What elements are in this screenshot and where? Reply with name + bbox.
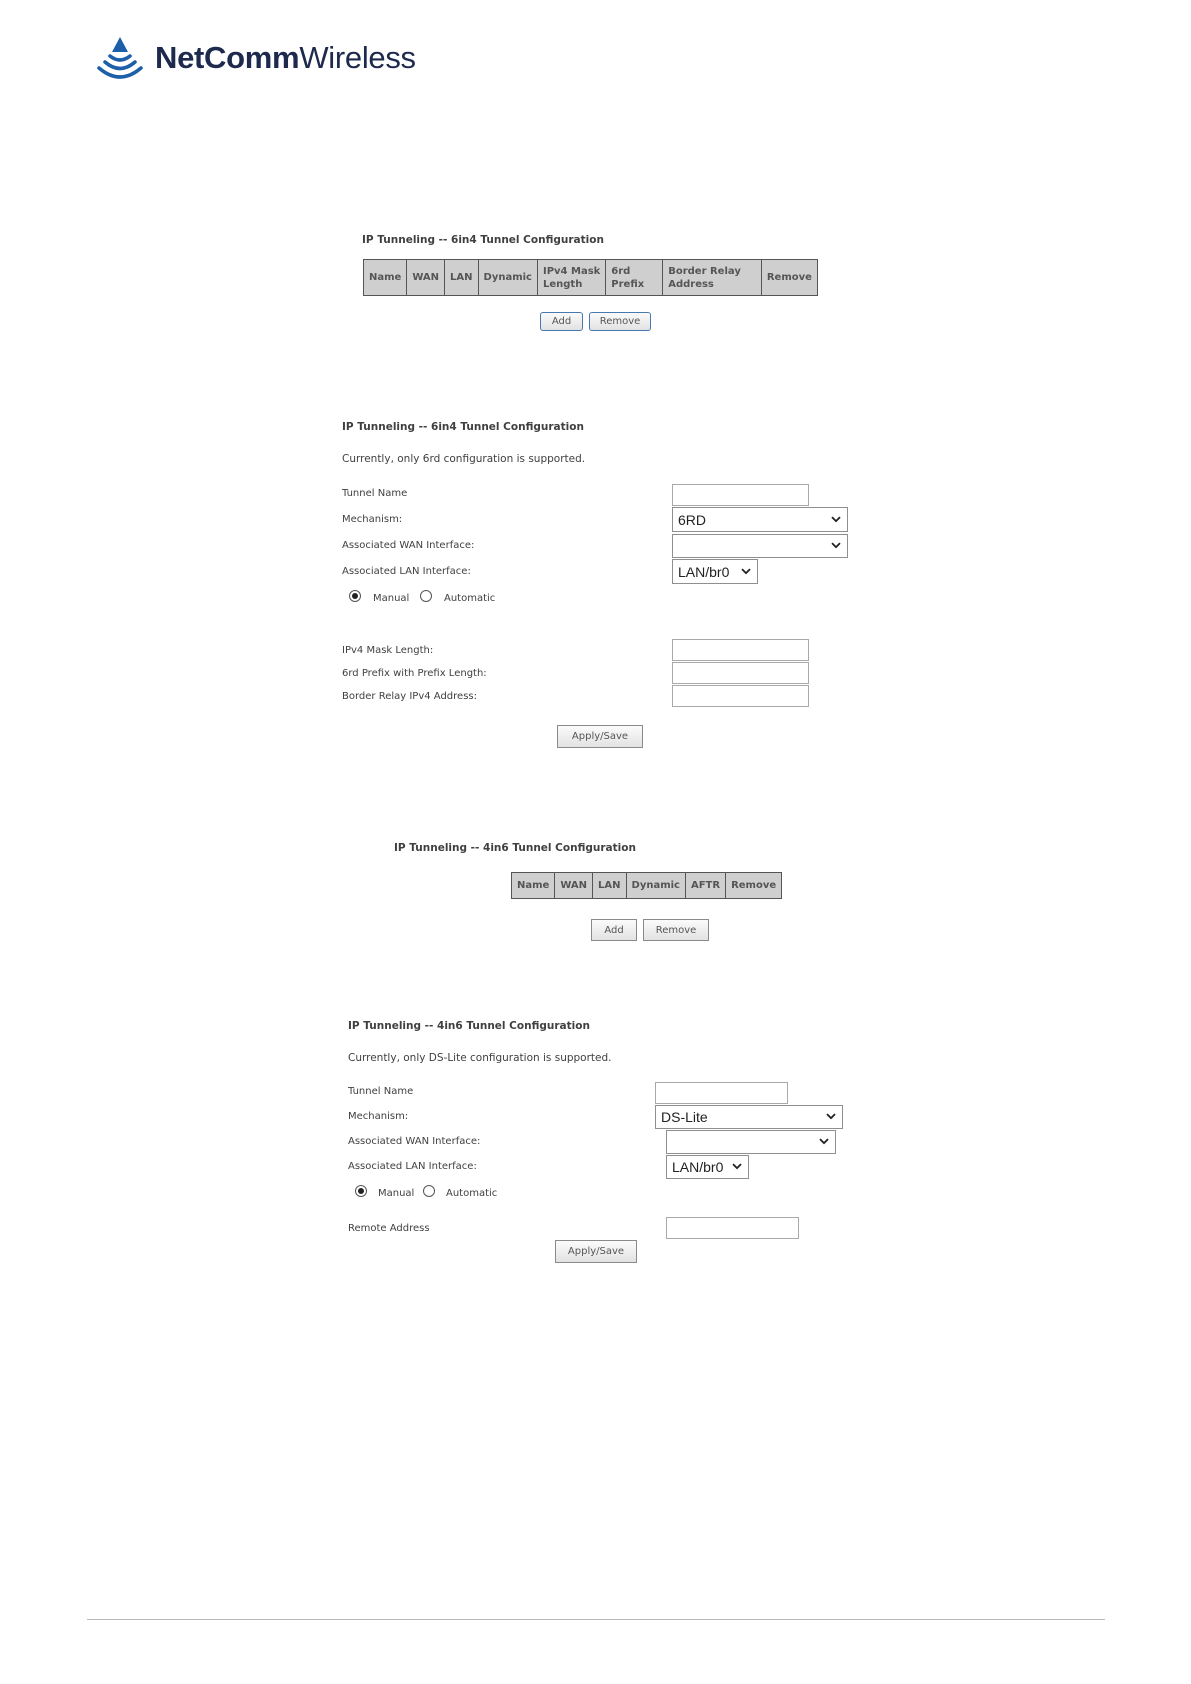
- lan-interface-select[interactable]: [666, 1155, 749, 1179]
- wifi-antenna-logo-icon: [95, 34, 145, 82]
- lan-interface-selected-value: LAN/br0: [672, 1159, 724, 1175]
- wan-interface-label: Associated WAN Interface:: [342, 540, 475, 551]
- chevron-down-icon: [732, 1163, 742, 1170]
- config-note: Currently, only DS-Lite configuration is supported.: [348, 1052, 612, 1064]
- tunnel-table-6in4: [363, 259, 818, 296]
- lan-interface-label: Associated LAN Interface:: [348, 1161, 477, 1172]
- column-header-aftr: AFTR: [685, 873, 725, 899]
- mechanism-label: Mechanism:: [348, 1111, 409, 1122]
- tunnel-name-input[interactable]: [672, 484, 809, 506]
- add-button[interactable]: Add: [591, 919, 637, 941]
- manual-radio[interactable]: [349, 590, 361, 602]
- ipv4-mask-length-label: IPv4 Mask Length:: [342, 645, 434, 656]
- tunnel-name-input[interactable]: [655, 1082, 788, 1104]
- tunnel-table-4in6: [511, 872, 782, 899]
- chevron-down-icon: [819, 1138, 829, 1145]
- tunnel-name-label: Tunnel Name: [348, 1086, 414, 1097]
- column-header-lan: LAN: [593, 873, 626, 899]
- automatic-radio[interactable]: [420, 590, 432, 602]
- column-header-wan: WAN: [407, 260, 445, 296]
- column-header-dynamic: Dynamic: [478, 260, 537, 296]
- mechanism-select[interactable]: [655, 1105, 843, 1129]
- lan-interface-selected-value: LAN/br0: [678, 563, 730, 580]
- wan-interface-select[interactable]: [666, 1130, 836, 1154]
- chevron-down-icon: [831, 516, 841, 523]
- column-header-ipv4-mask-length: IPv4 Mask Length: [537, 260, 605, 296]
- section-title-4in6-config: IP Tunneling -- 4in6 Tunnel Configuration: [348, 1020, 590, 1032]
- column-header-name: Name: [364, 260, 407, 296]
- footer-divider: [87, 1619, 1105, 1620]
- chevron-down-icon: [826, 1113, 836, 1120]
- ipv4-mask-length-input[interactable]: [672, 639, 809, 661]
- manual-radio[interactable]: [355, 1185, 367, 1197]
- automatic-radio-label: Automatic: [446, 1188, 498, 1199]
- tunnel-name-label: Tunnel Name: [342, 488, 408, 499]
- manual-radio-label: Manual: [373, 593, 410, 604]
- wan-interface-select[interactable]: [672, 534, 848, 558]
- column-header-remove: Remove: [726, 873, 782, 899]
- automatic-radio[interactable]: [423, 1185, 435, 1197]
- lan-interface-label: Associated LAN Interface:: [342, 566, 471, 577]
- chevron-down-icon: [831, 542, 841, 549]
- border-relay-input[interactable]: [672, 685, 809, 707]
- 6rd-prefix-input[interactable]: [672, 662, 809, 684]
- wan-interface-label: Associated WAN Interface:: [348, 1136, 481, 1147]
- brand-name: NetCommWireless: [155, 40, 416, 75]
- section-title-6in4-list: IP Tunneling -- 6in4 Tunnel Configuration: [362, 234, 604, 246]
- apply-save-button[interactable]: Apply/Save: [555, 1240, 637, 1263]
- 6rd-prefix-label: 6rd Prefix with Prefix Length:: [342, 668, 487, 679]
- remote-address-input[interactable]: [666, 1217, 799, 1239]
- manual-radio-label: Manual: [378, 1188, 415, 1199]
- remove-button[interactable]: Remove: [589, 312, 651, 331]
- config-note: Currently, only 6rd configuration is supported.: [342, 453, 586, 465]
- apply-save-button[interactable]: Apply/Save: [557, 725, 643, 748]
- lan-interface-select[interactable]: [672, 559, 758, 584]
- remote-address-label: Remote Address: [348, 1223, 430, 1234]
- column-header-6rd-prefix: 6rd Prefix: [606, 260, 663, 296]
- column-header-remove: Remove: [761, 260, 817, 296]
- add-button[interactable]: Add: [540, 312, 583, 331]
- radio-selected-dot: [358, 1188, 364, 1194]
- border-relay-label: Border Relay IPv4 Address:: [342, 691, 477, 702]
- column-header-border-relay-address: Border Relay Address: [663, 260, 762, 296]
- section-title-4in6-list: IP Tunneling -- 4in6 Tunnel Configuration: [394, 842, 636, 854]
- remove-button[interactable]: Remove: [643, 919, 709, 941]
- column-header-dynamic: Dynamic: [626, 873, 685, 899]
- radio-selected-dot: [352, 593, 358, 599]
- column-header-name: Name: [512, 873, 555, 899]
- netcomm-logo: [95, 33, 416, 83]
- mechanism-selected-value: 6RD: [678, 511, 707, 528]
- mechanism-select[interactable]: [672, 507, 848, 532]
- column-header-lan: LAN: [445, 260, 478, 296]
- column-header-wan: WAN: [555, 873, 593, 899]
- section-title-6in4-config: IP Tunneling -- 6in4 Tunnel Configuration: [342, 421, 584, 433]
- chevron-down-icon: [741, 568, 751, 575]
- automatic-radio-label: Automatic: [444, 593, 496, 604]
- mechanism-selected-value: DS-Lite: [661, 1109, 708, 1125]
- mechanism-label: Mechanism:: [342, 514, 403, 525]
